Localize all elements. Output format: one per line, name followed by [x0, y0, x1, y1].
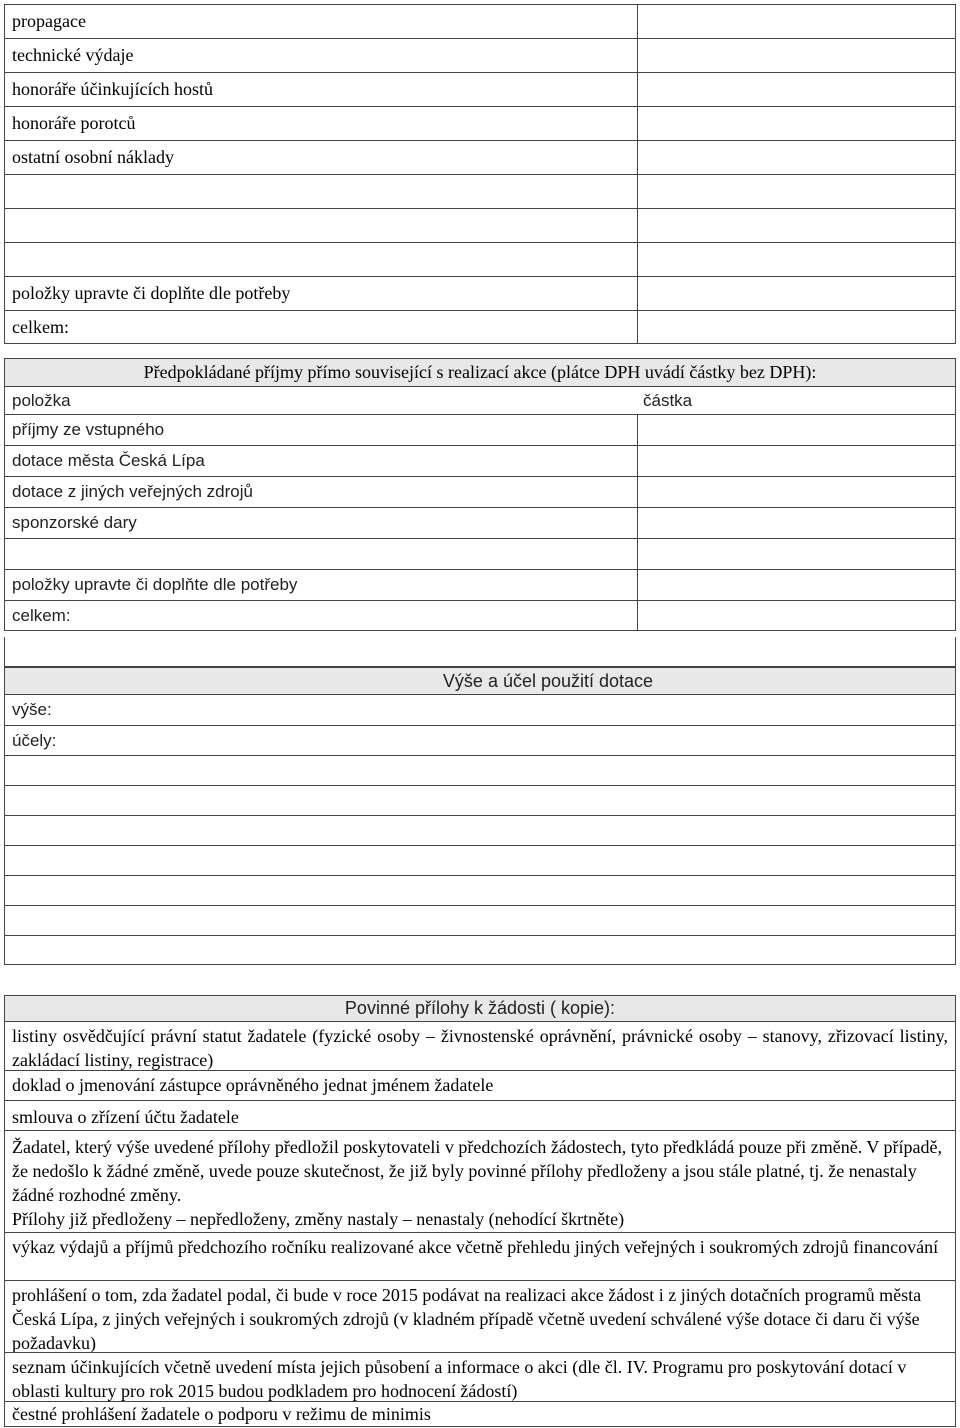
expense-total-label: celkem:: [12, 316, 69, 337]
income-row: [4, 507, 956, 538]
expense-item: ostatní osobní náklady: [12, 147, 174, 167]
expense-item[interactable]: [5, 209, 12, 242]
expense-row: [4, 242, 956, 276]
expense-row: [4, 174, 956, 208]
expense-amount-cell[interactable]: [637, 175, 955, 208]
attachment-item: prohlášení o tom, zda žadatel podal, či bude v roce 2015 podávat na realizaci akce žádost i z jiných dotačních programů města Česká Lípa, z jiných veřejných i soukromých zdrojů (v kladném případě včetně uvedení schválené výše dotace či daru či výše požadavku): [4, 1280, 956, 1352]
income-item[interactable]: [5, 539, 12, 569]
income-amount-cell[interactable]: [637, 477, 955, 507]
expense-amount-cell[interactable]: [637, 277, 955, 310]
income-amount-cell[interactable]: [637, 570, 955, 600]
income-row: [4, 569, 956, 600]
income-item: dotace z jiných veřejných zdrojů: [12, 482, 253, 501]
expense-amount-cell[interactable]: [637, 5, 955, 38]
attachments-table: [4, 995, 956, 1427]
income-item: příjmy ze vstupného: [12, 420, 165, 439]
income-total-cell[interactable]: [637, 601, 955, 630]
expense-amount-cell[interactable]: [637, 39, 955, 72]
grant-purpose-line[interactable]: [4, 905, 956, 935]
grant-purpose-line[interactable]: [4, 755, 956, 785]
spacer-row: [4, 637, 956, 667]
income-amount-cell[interactable]: [637, 446, 955, 476]
grant-purpose-row[interactable]: [4, 725, 956, 755]
expense-amount-cell[interactable]: [637, 73, 955, 106]
income-amount-cell[interactable]: [637, 508, 955, 538]
expense-item[interactable]: [5, 175, 12, 208]
attachment-item: seznam účinkujících včetně uvedení místa jejich působení a informace o akci (dle čl. IV. Programu pro poskytování dotací v oblasti kultury pro rok 2015 budou podkladem pro hodnocení žádostí): [4, 1352, 956, 1401]
expense-row: [4, 72, 956, 106]
expense-row: [4, 276, 956, 310]
income-item: sponzorské dary: [12, 513, 137, 532]
attachments-title: Povinné přílohy k žádosti ( kopie):: [4, 995, 956, 1021]
expense-item[interactable]: [5, 243, 12, 276]
grant-amount-row[interactable]: [4, 694, 956, 725]
expenses-table: [4, 4, 956, 344]
income-col-item: položka: [12, 390, 71, 410]
grant-purpose-line[interactable]: [4, 935, 956, 965]
income-total-row: [4, 600, 956, 631]
income-row: [4, 445, 956, 476]
expense-amount-cell[interactable]: [637, 243, 955, 276]
expense-total-row: [4, 310, 956, 344]
expense-item: honoráře porotců: [12, 113, 136, 133]
expense-item: položky upravte či doplňte dle potřeby: [12, 283, 291, 303]
expense-row: [4, 38, 956, 72]
applicant-note: Žadatel, který výše uvedené přílohy předložil poskytovateli v předchozích žádostech, tyto předkládá pouze při změně. V případě, že nedošlo k žádné změně, uvede pouze skutečnost, že již byly povinné přílohy předloženy a jsou stále platné, tj. že nenastaly žádné rozhodné změny.: [4, 1130, 956, 1207]
attachment-item: doklad o jmenování zástupce oprávněného jednat jménem žadatele: [4, 1070, 956, 1100]
expense-item: technické výdaje: [12, 45, 134, 65]
expense-row: [4, 106, 956, 140]
income-amount-cell[interactable]: [637, 539, 955, 569]
grant-amount-label: výše:: [12, 700, 52, 719]
grant-purpose-line[interactable]: [4, 845, 956, 875]
grant-title-text: Výše a účel použití dotace: [442, 670, 654, 691]
expense-amount-cell[interactable]: [637, 141, 955, 174]
expense-row: [4, 4, 956, 38]
expense-amount-cell[interactable]: [637, 107, 955, 140]
attachment-item: čestné prohlášení žadatele o podporu v režimu de minimis: [4, 1401, 956, 1427]
income-col-amount: částka: [643, 390, 693, 410]
expense-row: [4, 208, 956, 242]
expense-item: propagace: [12, 11, 86, 31]
expense-total-cell[interactable]: [637, 311, 955, 343]
grant-purpose-line[interactable]: [4, 875, 956, 905]
income-total-label: celkem:: [12, 605, 71, 625]
income-header-row: [4, 386, 956, 414]
expense-amount-cell[interactable]: [637, 209, 955, 242]
income-amount-cell[interactable]: [637, 415, 955, 445]
grant-title: [4, 667, 956, 694]
income-row: [4, 414, 956, 445]
attachments-status[interactable]: Přílohy již předloženy – nepředloženy, změny nastaly – nenastaly (nehodící škrtněte): [4, 1207, 956, 1232]
expense-row: [4, 140, 956, 174]
income-item: dotace města Česká Lípa: [12, 451, 205, 470]
grant-purpose-label: účely:: [12, 730, 57, 750]
income-table: [4, 358, 956, 631]
attachment-item: listiny osvědčující právní statut žadatele (fyzické osoby – živnostenské oprávnění, právnické osoby – stanovy, zřizovací listiny, zakládací listiny, registrace): [4, 1021, 956, 1070]
expense-item: honoráře účinkujících hostů: [12, 79, 213, 99]
attachment-item: výkaz výdajů a příjmů předchozího ročníku realizované akce včetně přehledu jiných veřejných i soukromých zdrojů financování: [4, 1232, 956, 1280]
grant-purpose-line[interactable]: [4, 785, 956, 815]
grant-table: [4, 667, 956, 965]
income-row: [4, 476, 956, 507]
grant-purpose-line[interactable]: [4, 815, 956, 845]
income-item: položky upravte či doplňte dle potřeby: [12, 575, 298, 594]
income-row: [4, 538, 956, 569]
attachment-item: smlouva o zřízení účtu žadatele: [4, 1100, 956, 1130]
income-title: Předpokládané příjmy přímo související s realizací akce (plátce DPH uvádí částky bez DPH):: [4, 358, 956, 386]
